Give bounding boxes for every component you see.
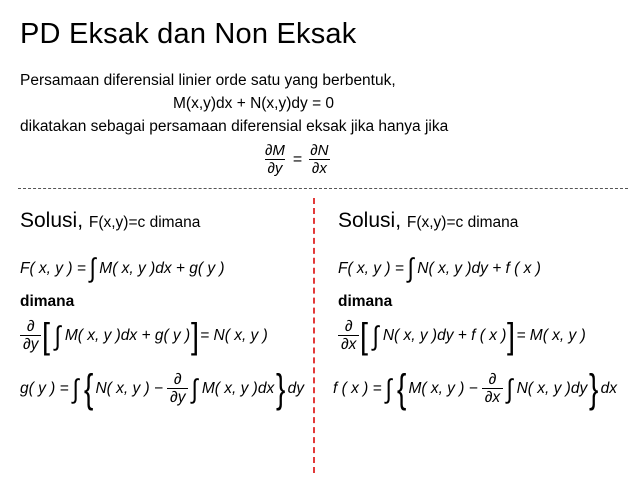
eq-lhs: g( y ) = (20, 380, 69, 397)
integral-icon: ∫ (385, 373, 392, 404)
frac-denominator: ∂x (482, 388, 503, 406)
intro-line-3: dikatakan sebagai persamaan diferensial eksak jika hanya jika (20, 118, 449, 135)
integral-icon: ∫ (372, 320, 380, 351)
solution-condition: F(x,y)=c dimana (88, 214, 201, 231)
left-dimana-label: dimana (20, 293, 75, 310)
partial-x-fraction (338, 319, 359, 354)
frac-denominator: ∂y (20, 335, 41, 353)
partial-y-fraction (167, 372, 188, 407)
left-F-equation (20, 255, 225, 282)
frac-denominator: ∂y (167, 388, 188, 406)
exactness-condition (262, 143, 332, 177)
frac-denominator: ∂y (265, 159, 286, 177)
integral-icon: ∫ (54, 320, 62, 351)
right-brace-icon: } (276, 367, 286, 411)
integral-icon: ∫ (192, 373, 199, 404)
term-2: M( x, y )dx (201, 380, 275, 397)
eq-lhs: F( x, y ) = (20, 259, 86, 277)
integral-icon: ∫ (506, 373, 514, 404)
differential: dy (287, 380, 304, 397)
right-brace-icon: } (589, 367, 599, 411)
integral-icon: ∫ (89, 253, 96, 283)
frac-numerator: ∂M (265, 142, 285, 159)
left-brace-icon: { (397, 367, 407, 411)
intro-equation: M(x,y)dx + N(x,y)dy = 0 (173, 95, 335, 112)
left-g-equation (20, 369, 304, 409)
partial-x-fraction (482, 372, 503, 407)
integral-icon: ∫ (72, 373, 79, 404)
eq-rhs: N( x, y )dy + f ( x ) (417, 259, 541, 277)
bracket-content: M( x, y )dx + g( y ) (64, 327, 191, 344)
right-bracket-icon: ] (191, 315, 200, 356)
horizontal-separator (18, 188, 628, 189)
eq-lhs: F( x, y ) = (338, 259, 404, 277)
frac-numerator: ∂ (488, 370, 497, 388)
right-dimana-label: dimana (338, 293, 393, 310)
solution-label: Solusi, (20, 209, 84, 232)
left-bracket-icon: [ (360, 315, 369, 356)
differential: dx (600, 380, 617, 397)
eq-rhs: = N( x, y ) (200, 327, 268, 344)
left-brace-icon: { (84, 367, 94, 411)
right-bracket-icon: ] (507, 315, 516, 356)
integral-icon: ∫ (407, 253, 414, 283)
equals-sign: = (292, 150, 303, 168)
dM-dy-fraction (262, 143, 288, 177)
dN-dx-fraction (307, 143, 331, 177)
left-solution-heading (20, 209, 200, 233)
frac-numerator: ∂N (310, 142, 329, 159)
solution-label: Solusi, (338, 209, 402, 232)
frac-numerator: ∂ (26, 317, 35, 335)
partial-y-fraction (20, 319, 41, 354)
eq-rhs: = M( x, y ) (516, 327, 586, 344)
frac-numerator: ∂ (344, 317, 353, 335)
intro-line-1: Persamaan diferensial linier orde satu yang berbentuk, (20, 72, 396, 89)
right-solution-heading (338, 209, 518, 233)
eq-lhs: f ( x ) = (333, 380, 382, 397)
eq-rhs: M( x, y )dx + g( y ) (99, 259, 225, 277)
right-f-equation (333, 369, 617, 409)
term-2: N( x, y )dy (516, 380, 588, 397)
term-1: N( x, y ) − (95, 380, 164, 397)
bracket-content: N( x, y )dy + f ( x ) (382, 327, 507, 344)
frac-numerator: ∂ (173, 370, 182, 388)
solution-condition: F(x,y)=c dimana (406, 214, 519, 231)
right-derivative-equation (338, 315, 586, 356)
frac-denominator: ∂x (309, 159, 330, 177)
right-F-equation (338, 255, 541, 282)
left-derivative-equation (20, 315, 268, 356)
left-bracket-icon: [ (42, 315, 51, 356)
vertical-divider (313, 198, 315, 473)
page-title: PD Eksak dan Non Eksak (20, 18, 357, 50)
frac-denominator: ∂x (338, 335, 359, 353)
term-1: M( x, y ) − (408, 380, 478, 397)
